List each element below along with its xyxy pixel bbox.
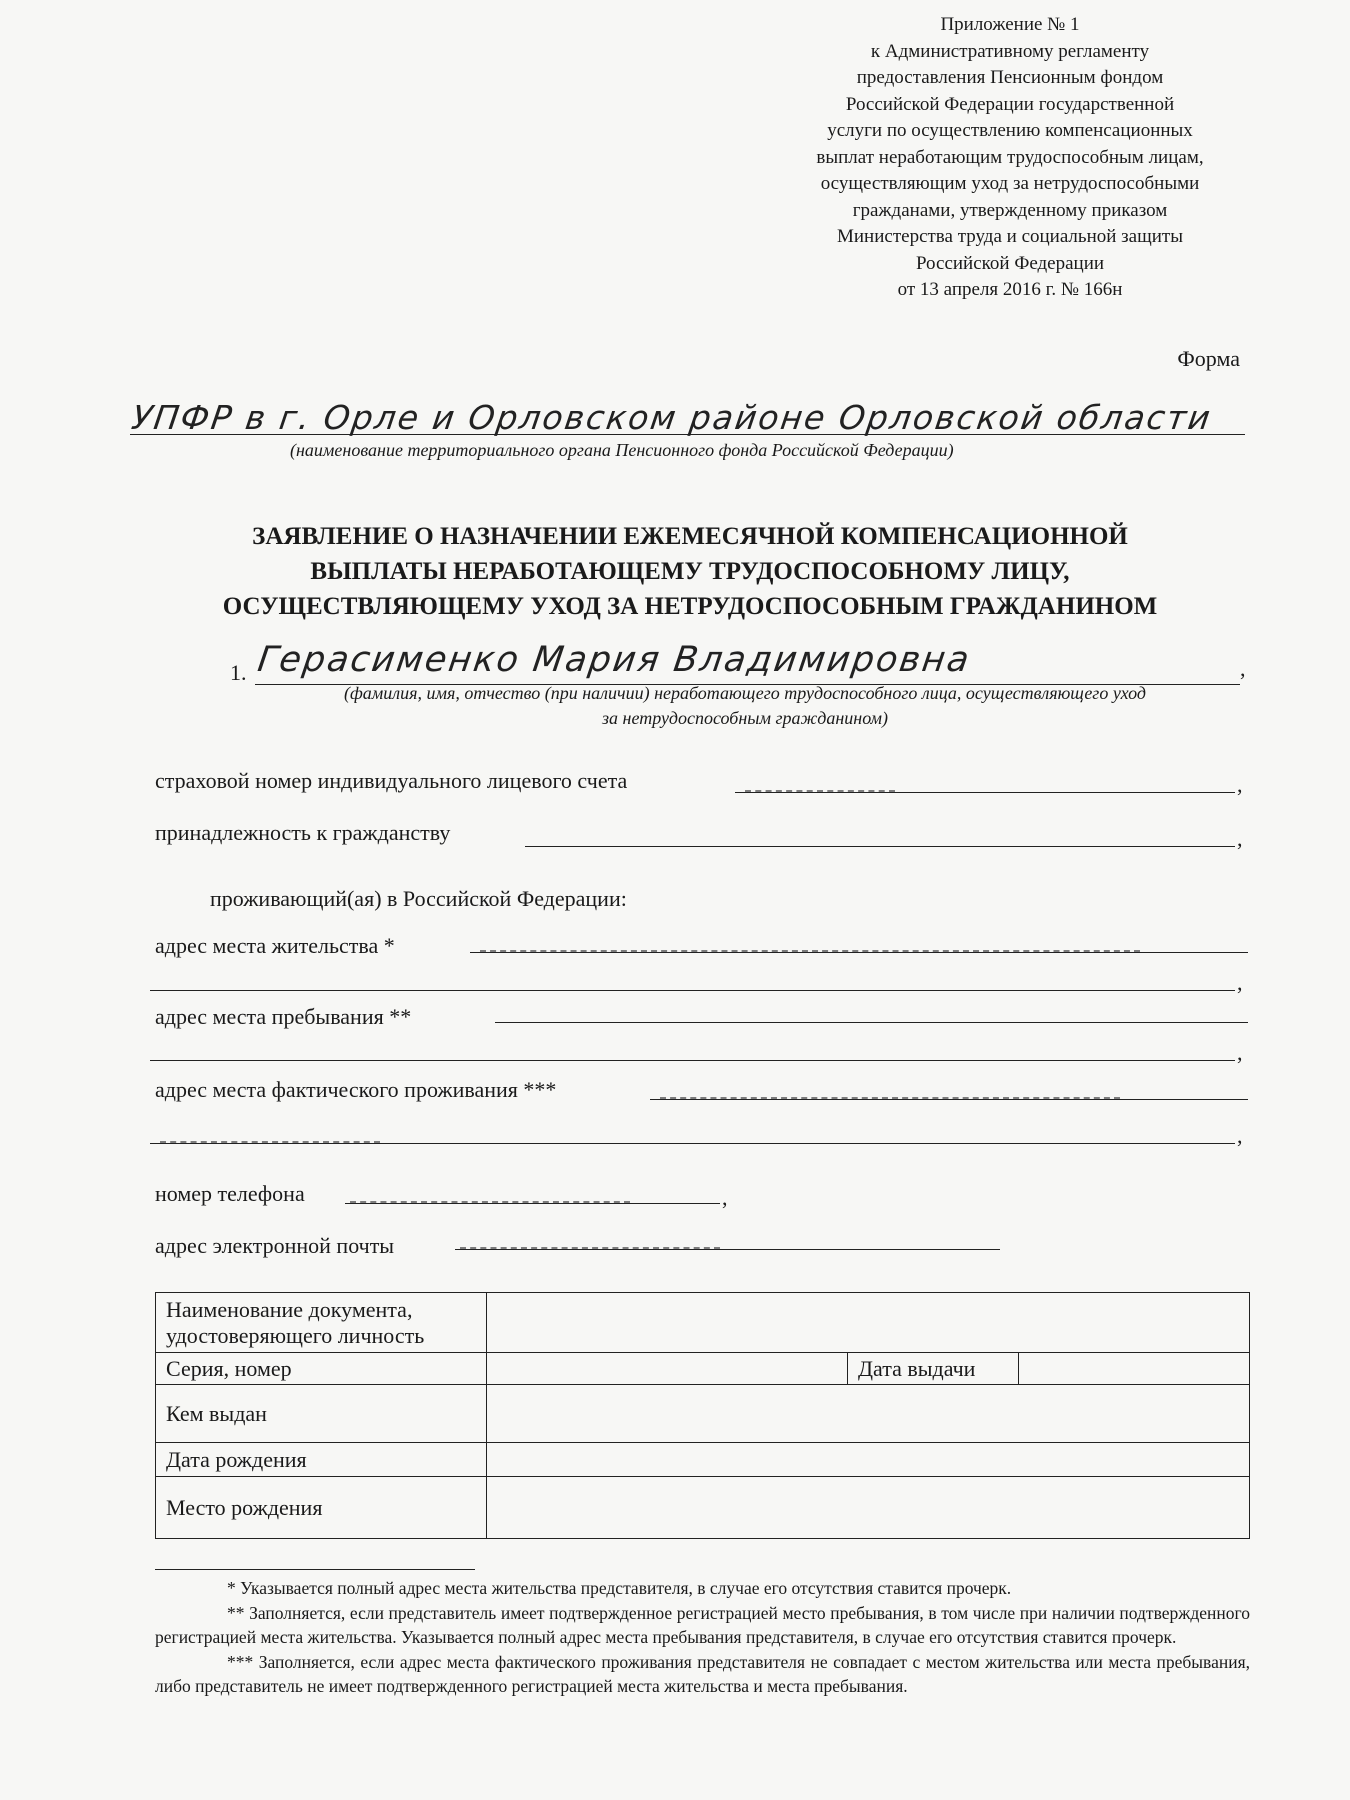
actual-address-field-2[interactable] (150, 1143, 1235, 1144)
organ-caption: (наименование территориального органа Пенсионного фонда Российской Федерации) (290, 440, 954, 460)
series-label-cell (156, 1353, 487, 1385)
actual-address-label: адрес места фактического проживания *** (155, 1077, 557, 1102)
birth-date-label-cell (156, 1443, 487, 1477)
phone-label: номер телефона (155, 1181, 305, 1206)
email-label: адрес электронной почты (155, 1233, 395, 1258)
document-title (130, 519, 1250, 624)
appendix-line: Министерства труда и социальной защиты (837, 226, 1183, 247)
item-number: 1. (230, 660, 247, 685)
footnote-2: ** Заполняется, если представитель имеет подтвержденное регистрацией место пребывания, в том числе при наличии подтвержденного регистрацией места жительства. Указывается полный адрес места пребывания представителя, в случае его отсутствия ставится прочерк. (155, 1602, 1250, 1647)
appendix-line: Российской Федерации (915, 252, 1105, 274)
comma: , (1237, 1040, 1243, 1065)
organ-handwritten-value: УПФР в г. Орле и Орловском районе Орловской области (129, 398, 1215, 437)
issued-by-label: Кем выдан (166, 1400, 267, 1426)
appendix-line: предоставления Пенсионным фондом (856, 67, 1164, 88)
comma: , (1237, 772, 1243, 797)
comma: , (1240, 656, 1246, 681)
footnotes (155, 1576, 1250, 1699)
residence-address-field[interactable] (470, 952, 1248, 953)
footnote-3: *** Заполняется, если адрес места фактического проживания представителя не совпадает с местом жительства или места пребывания, либо представитель не имеет подтвержденного регистрацией места жительства и места пребывания. (155, 1651, 1250, 1696)
footnote-1: * Указывается полный адрес места жительства представителя, в случае его отсутствия ставится прочерк. (227, 1578, 1012, 1598)
issue-date-label-cell (848, 1353, 1019, 1385)
doc-name-label: Наименование документа, удостоверяющего личность (166, 1296, 425, 1348)
redacted-mark (160, 1141, 380, 1143)
fio-handwritten-value: Герасименко Мария Владимировна (255, 640, 974, 680)
redacted-mark (460, 1247, 720, 1249)
birth-place-value-cell[interactable] (487, 1477, 1250, 1539)
residence-address-field-2[interactable] (150, 990, 1235, 991)
redacted-mark (480, 950, 1140, 952)
snils-field[interactable] (735, 792, 1235, 793)
series-label: Серия, номер (166, 1355, 292, 1381)
birth-date-label: Дата рождения (166, 1446, 307, 1472)
redacted-mark (660, 1097, 1120, 1099)
residing-label: проживающий(ая) в Российской Федерации: (210, 886, 627, 911)
phone-field[interactable] (345, 1203, 720, 1204)
actual-address-field[interactable] (650, 1099, 1248, 1100)
appendix-line: услуги по осуществлению компенсационных (827, 120, 1193, 141)
appendix-line: гражданами, утвержденному приказом (852, 199, 1168, 221)
form-label: Форма (1177, 346, 1240, 371)
doc-name-value-cell[interactable] (487, 1293, 1250, 1353)
birth-date-value-cell[interactable] (487, 1443, 1250, 1477)
comma: , (1237, 970, 1243, 995)
stay-address-field-2[interactable] (150, 1060, 1235, 1061)
citizenship-field[interactable] (525, 846, 1235, 847)
appendix-header (760, 12, 1260, 304)
fio-caption (240, 681, 1250, 731)
appendix-line: от 13 апреля 2016 г. № 166н (897, 279, 1123, 300)
appendix-line: выплат неработающим трудоспособным лицам, (816, 146, 1204, 168)
appendix-line: к Административному регламенту (870, 40, 1150, 62)
identity-document-table (155, 1292, 1250, 1539)
issue-date-value-cell[interactable] (1019, 1353, 1250, 1385)
birth-place-label-cell (156, 1477, 487, 1539)
birth-place-label: Место рождения (166, 1494, 323, 1520)
email-field[interactable] (455, 1249, 1000, 1250)
doc-name-label-cell (156, 1293, 487, 1353)
stay-address-field[interactable] (495, 1022, 1248, 1023)
comma: , (722, 1185, 728, 1210)
residence-address-label: адрес места жительства * (155, 933, 395, 958)
series-value-cell[interactable] (487, 1353, 848, 1385)
stay-address-label: адрес места пребывания ** (155, 1004, 412, 1029)
issue-date-label: Дата выдачи (858, 1355, 976, 1381)
redacted-mark (745, 790, 895, 792)
title-line: ВЫПЛАТЫ НЕРАБОТАЮЩЕМУ ТРУДОСПОСОБНОМУ ЛИЦУ, (310, 558, 1070, 585)
title-line: ЗАЯВЛЕНИЕ О НАЗНАЧЕНИИ ЕЖЕМЕСЯЧНОЙ КОМПЕНСАЦИОННОЙ (252, 523, 1128, 550)
title-line: ОСУЩЕСТВЛЯЮЩЕМУ УХОД ЗА НЕТРУДОСПОСОБНЫМ ГРАЖДАНИНОМ (222, 593, 1158, 620)
appendix-line: Приложение № 1 (940, 14, 1080, 35)
issued-by-value-cell[interactable] (487, 1385, 1250, 1443)
issued-by-label-cell (156, 1385, 487, 1443)
footnote-rule (155, 1569, 475, 1570)
appendix-line: Российской Федерации государственной (845, 93, 1175, 115)
fio-caption-line: за нетрудоспособным гражданином) (602, 708, 888, 728)
citizenship-label: принадлежность к гражданству (155, 820, 451, 845)
comma: , (1237, 1123, 1243, 1148)
fio-caption-line: (фамилия, имя, отчество (при наличии) неработающего трудоспособного лица, осуществляющего уход (343, 683, 1146, 703)
comma: , (1237, 826, 1243, 851)
redacted-mark (350, 1201, 630, 1203)
appendix-line: осуществляющим уход за нетрудоспособными (820, 173, 1200, 194)
snils-label: страховой номер индивидуального лицевого счета (155, 768, 628, 793)
